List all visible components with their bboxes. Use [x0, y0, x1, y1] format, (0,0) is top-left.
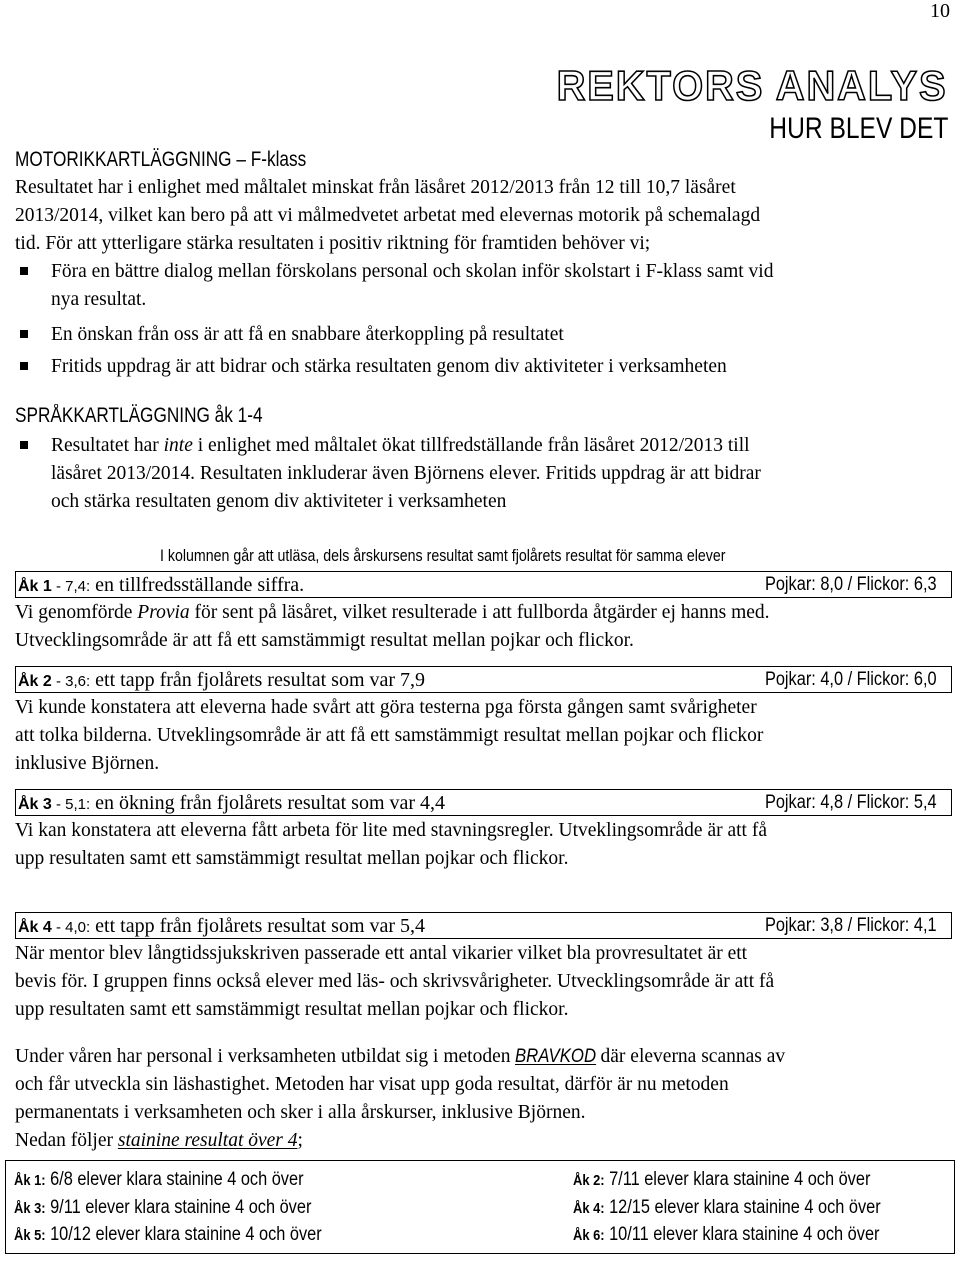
stanine-result: Åk 2: 7/11 elever klara stainine 4 och över — [573, 1169, 871, 1190]
list-item: Resultatet har inte i enlighet med måltalet ökat tillfredställande från läsåret 2012/2013 till läsåret 2013/2014. Resultaten inkluderar även Björnens elever. Fritids uppdrag är att bidrar och stärka resultaten genom div aktiviteter i verksamheten — [15, 432, 955, 516]
year-1-text: Vi genomförde Provia för sent på läsåret, vilket resulterade i att fullborda åtgärder ej hanns med. Utvecklingsområde är att få ett samstämmigt resultat mellan pojkar och flickor. — [15, 602, 770, 651]
year-summary: en tillfredsställande siffra. — [90, 574, 305, 596]
list-item: Fritids uppdrag är att bidrar och stärka resultaten genom div aktiviteter i verksamheten — [15, 353, 955, 381]
year-label: Åk 2 — [18, 673, 52, 690]
stanine-result: Åk 3: 9/11 elever klara stainine 4 och över — [14, 1197, 312, 1218]
year-3-text: Vi kan konstatera att eleverna fått arbeta för lite med stavningsregler. Utveklingsområde är att få upp resultaten samt ett samstämmigt resultat mellan pojkar och flickor. — [15, 820, 767, 869]
motor-heading: MOTORIKKARTLÄGGNING – F-klass — [15, 148, 307, 171]
page-number: 10 — [930, 0, 950, 22]
bravkod-paragraph: Under våren har personal i verksamheten utbildat sig i metoden BRAVKOD där eleverna scannas av och får utveckla sin läshastighet. Metoden har visat upp goda resultat, därför är nu metoden permanentats i verksamheten och sker i alla årskurser, inklusive Björnen. Nedan följer stainine resultat över 4; — [15, 1042, 955, 1155]
bullet-icon — [20, 267, 28, 275]
year-4-text: När mentor blev långtidssjukskriven passerade ett antal vikarier vilket bla provresultatet är ett bevis för. I gruppen finns också elever med läs- och skrivsvårigheter. Utvecklingsområde är att få upp resultaten samt ett samstämmigt resultat mellan pojkar och flickor. — [15, 943, 775, 1020]
year-label: Åk 1 — [18, 578, 52, 595]
text-line: tid. För att ytterligare stärka resultaten i positiv riktning för framtiden behöver vi; — [15, 233, 651, 254]
section-title: REKTORS ANALYS — [557, 62, 948, 109]
stanine-link: stainine resultat över 4 — [117, 1130, 298, 1151]
gender-scores: Pojkar: 3,8 / Flickor: 4,1 — [765, 915, 937, 936]
stanine-results-box — [5, 1160, 955, 1254]
stanine-result: Åk 5: 10/12 elever klara stainine 4 och över — [14, 1224, 322, 1245]
year-row-3 — [15, 789, 952, 816]
year-score: - 4,0: — [51, 919, 91, 936]
bravkod-term: BRAVKOD — [515, 1045, 597, 1067]
year-summary: ett tapp från fjolårets resultat som var 5,4 — [90, 915, 426, 937]
year-summary: ett tapp från fjolårets resultat som var 7,9 — [90, 669, 426, 691]
year-label: Åk 3 — [18, 796, 52, 813]
gender-scores: Pojkar: 4,8 / Flickor: 5,4 — [765, 792, 937, 813]
text-line: Resultatet har i enlighet med måltalet minskat från läsåret 2012/2013 från 12 till 10,7 läsåret — [15, 177, 736, 198]
stanine-result: Åk 1: 6/8 elever klara stainine 4 och över — [14, 1169, 304, 1190]
section-subtitle: HUR BLEV DET — [768, 112, 948, 145]
year-row-1 — [15, 571, 952, 598]
motor-paragraph — [15, 174, 955, 258]
year-score: - 5,1: — [51, 796, 91, 813]
motor-bullet-list — [15, 258, 955, 381]
gender-scores: Pojkar: 4,0 / Flickor: 6,0 — [765, 669, 937, 690]
year-score: - 7,4: — [51, 578, 91, 595]
gender-scores: Pojkar: 8,0 / Flickor: 6,3 — [765, 574, 937, 595]
sprak-bullet-list — [15, 432, 955, 516]
year-label: Åk 4 — [18, 919, 52, 936]
year-2-text: Vi kunde konstatera att eleverna hade svårt att göra testerna pga första gången samt svårigheter att tolka bilderna. Utveklingsområde är att få ett samstämmigt resultat mellan pojkar och flickor inklusive Björnen. — [15, 697, 764, 774]
table-caption: I kolumnen går att utläsa, dels årskursens resultat samt fjolårets resultat för samma elever — [160, 547, 726, 565]
list-item: En önskan från oss är att få en snabbare återkoppling på resultatet — [15, 321, 955, 349]
year-row-4 — [15, 912, 952, 939]
text-line: 2013/2014, vilket kan bero på att vi målmedvetet arbetat med elevernas motorik på schemalagd — [15, 205, 761, 226]
bullet-icon — [20, 362, 28, 370]
year-score: - 3,6: — [51, 673, 91, 690]
bullet-icon — [20, 441, 28, 449]
list-item: Föra en bättre dialog mellan förskolans personal och skolan inför skolstart i F-klass samt vid nya resultat. — [15, 258, 955, 314]
bullet-icon — [20, 330, 28, 338]
year-summary: en ökning från fjolårets resultat som var 4,4 — [90, 792, 446, 814]
sprak-heading: SPRÅKKARTLÄGGNING åk 1-4 — [15, 404, 263, 427]
year-row-2 — [15, 666, 952, 693]
stanine-result: Åk 6: 10/11 elever klara stainine 4 och över — [573, 1224, 880, 1245]
stanine-result: Åk 4: 12/15 elever klara stainine 4 och över — [573, 1197, 881, 1218]
